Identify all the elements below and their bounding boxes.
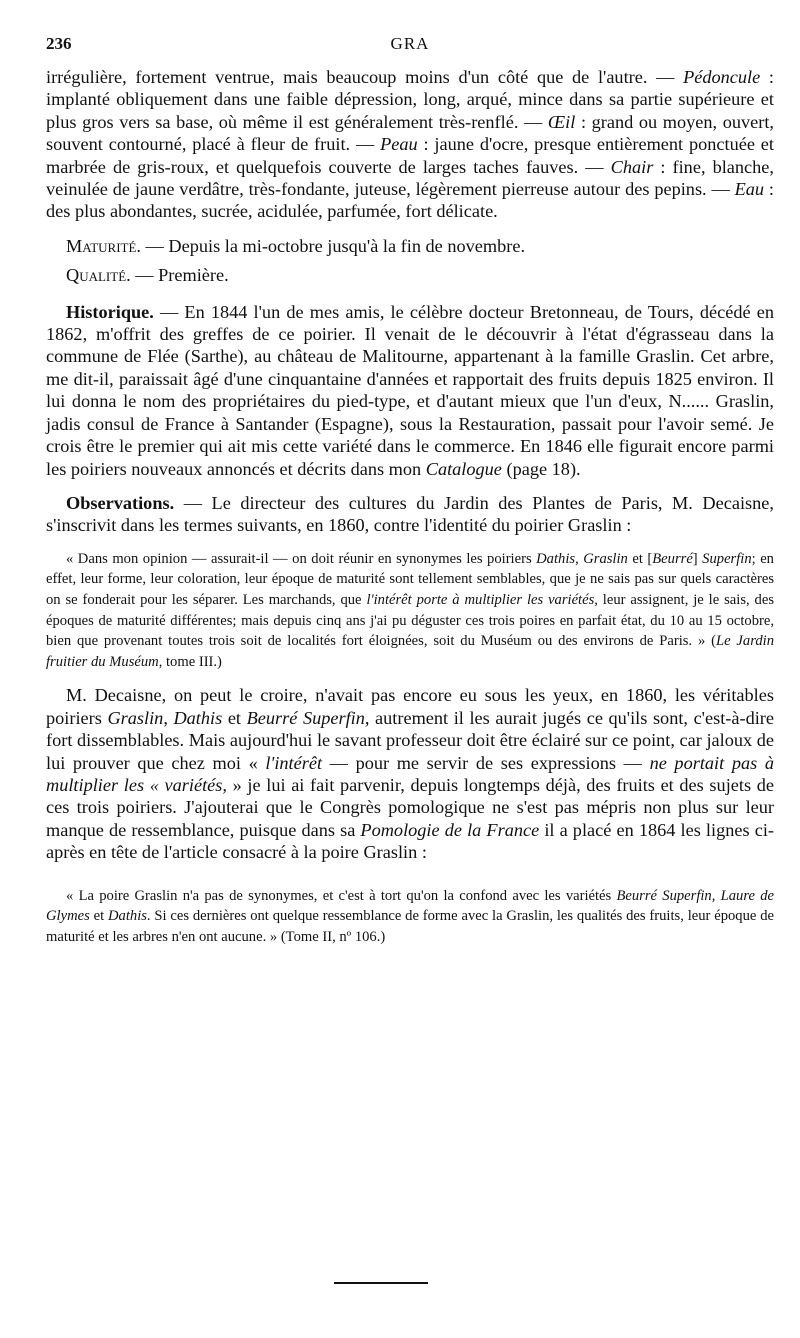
qualite-line: Qualité. — Première. [66, 265, 229, 286]
label-eau: Eau [734, 179, 765, 200]
maturite-label: Maturité. [66, 235, 141, 256]
description-paragraph: irrégulière, fortement ventrue, mais beaucoup moins d'un côté que de l'autre. — Pédoncule : implanté obliquement dans une faible dépression, long, arqué, mince dans sa partie supérieure et plus gros vers sa base, où même il est généralement très-renflé. — Œil : grand ou moyen, ouvert, souvent contourné, placé à fleur de fruit. — Peau : jaune d'ocre, presque entièrement ponctuée et marbrée de gris-roux, et quelquefois couverte de larges taches fauves. — Chair : fine, blanche, veinulée de jaune verdâtre, très-fondante, juteuse, légèrement pierreuse autour des pepins. — Eau : des plus abondantes, sucrée, acidulée, parfumée, fort délicate. [46, 67, 775, 222]
observations-heading: Observations. [66, 492, 175, 513]
pomologie-quote: « La poire Graslin n'a pas de synonymes, et c'est à tort qu'on la confond avec les variétés Beurré Superfin, Laure de Glymes et Dathis. Si ces dernières ont quelque ressemblance de forme avec la Graslin, les qualités des fruits, leur époque de maturité et les arbres n'en ont aucune. » (Tome II, nº 106.) [46, 887, 775, 945]
page-body [46, 66, 774, 947]
decaisne-quote: « Dans mon opinion — assurait-il — on doit réunir en synonymes les poiriers Dathis, Graslin et [Beurré] Superfin; en effet, leur forme, leur coloration, leur époque de maturité sont tellement semblables, que je ne sais pas sur quels caractères on se fonderait pour les séparer. Les marchands, que l'intérêt porte à multiplier les variétés, leur assignent, je le sais, des époques de maturité différentes; mais depuis cinq ans j'ai pu déguster ces trois poires en parfait état, du 10 au 15 octobre, bien que provenant toutes trois soit de localités fort éloignées, soit du Muséum ou des environs de Paris. » (Le Jardin fruitier du Muséum, tome III.) [46, 550, 774, 670]
label-oeil: Œil [547, 111, 576, 132]
historique-heading: Historique. [66, 301, 154, 322]
observations-paragraph: Observations. — Le directeur des cultures du Jardin des Plantes de Paris, M. Decaisne, s'inscrivit dans les termes suivants, en 1860, contre l'identité du poirier Graslin : [46, 492, 774, 536]
historique-paragraph: Historique. — En 1844 l'un de mes amis, le célèbre docteur Bretonneau, de Tours, décédé en 1862, m'offrit des greffes de ce poirier. Il venait de le découvrir à l'état d'égrasseau dans la commune de Flée (Sarthe), au château de Malitourne, appartenant à la famille Graslin. Cet arbre, me dit-il, paraissait âgé d'une cinquantaine d'années et rapportait des fruits depuis 1825 environ. Il lui donna le nom des propriétaires du pied-type, et d'autant mieux que l'un d'eux, N...... Graslin, jadis consul de France à Santander (Espagne), sous la Restauration, passait pour l'avoir semé. Je crois être le premier qui ait mis cette variété dans le commerce. En 1846 elle figurait encore parmi les poiriers nouveaux annoncés et décrits dans mon Catalogue (page 18). [46, 301, 774, 479]
section-end-rule [334, 1282, 428, 1284]
decaisne-response-paragraph: M. Decaisne, on peut le croire, n'avait pas encore eu sous les yeux, en 1860, les véritables poiriers Graslin, Dathis et Beurré Superfin, autrement il les aurait jugés ce qu'ils sont, c'est-à-dire fort dissemblables. Mais aujourd'hui le savant professeur doit être éclairé sur ce point, car jaloux de lui prouver que chez moi « l'intérêt — pour me servir de ses expressions — ne portait pas à multiplier les « variétés, » je lui ai fait parvenir, depuis longtemps déjà, des fruits et des sujets de ces trois poiriers. J'ajouterai que le Congrès pomologique ne s'est pas mépris non plus sur leur manque de ressemblance, puisque dans sa Pomologie de la France il a placé en 1864 les lignes ci-après en tête de l'article consacré à la poire Graslin : [46, 685, 774, 863]
maturite-line: Maturité. — Depuis la mi-octobre jusqu'à la fin de novembre. [66, 235, 526, 256]
page-number: 236 [46, 34, 72, 53]
label-pedoncule: Pédoncule [683, 67, 761, 87]
label-chair: Chair [610, 156, 654, 177]
running-head: GRA [390, 34, 430, 53]
page-header [46, 34, 774, 56]
qualite-label: Qualité. [66, 265, 131, 286]
label-peau: Peau [380, 134, 418, 155]
